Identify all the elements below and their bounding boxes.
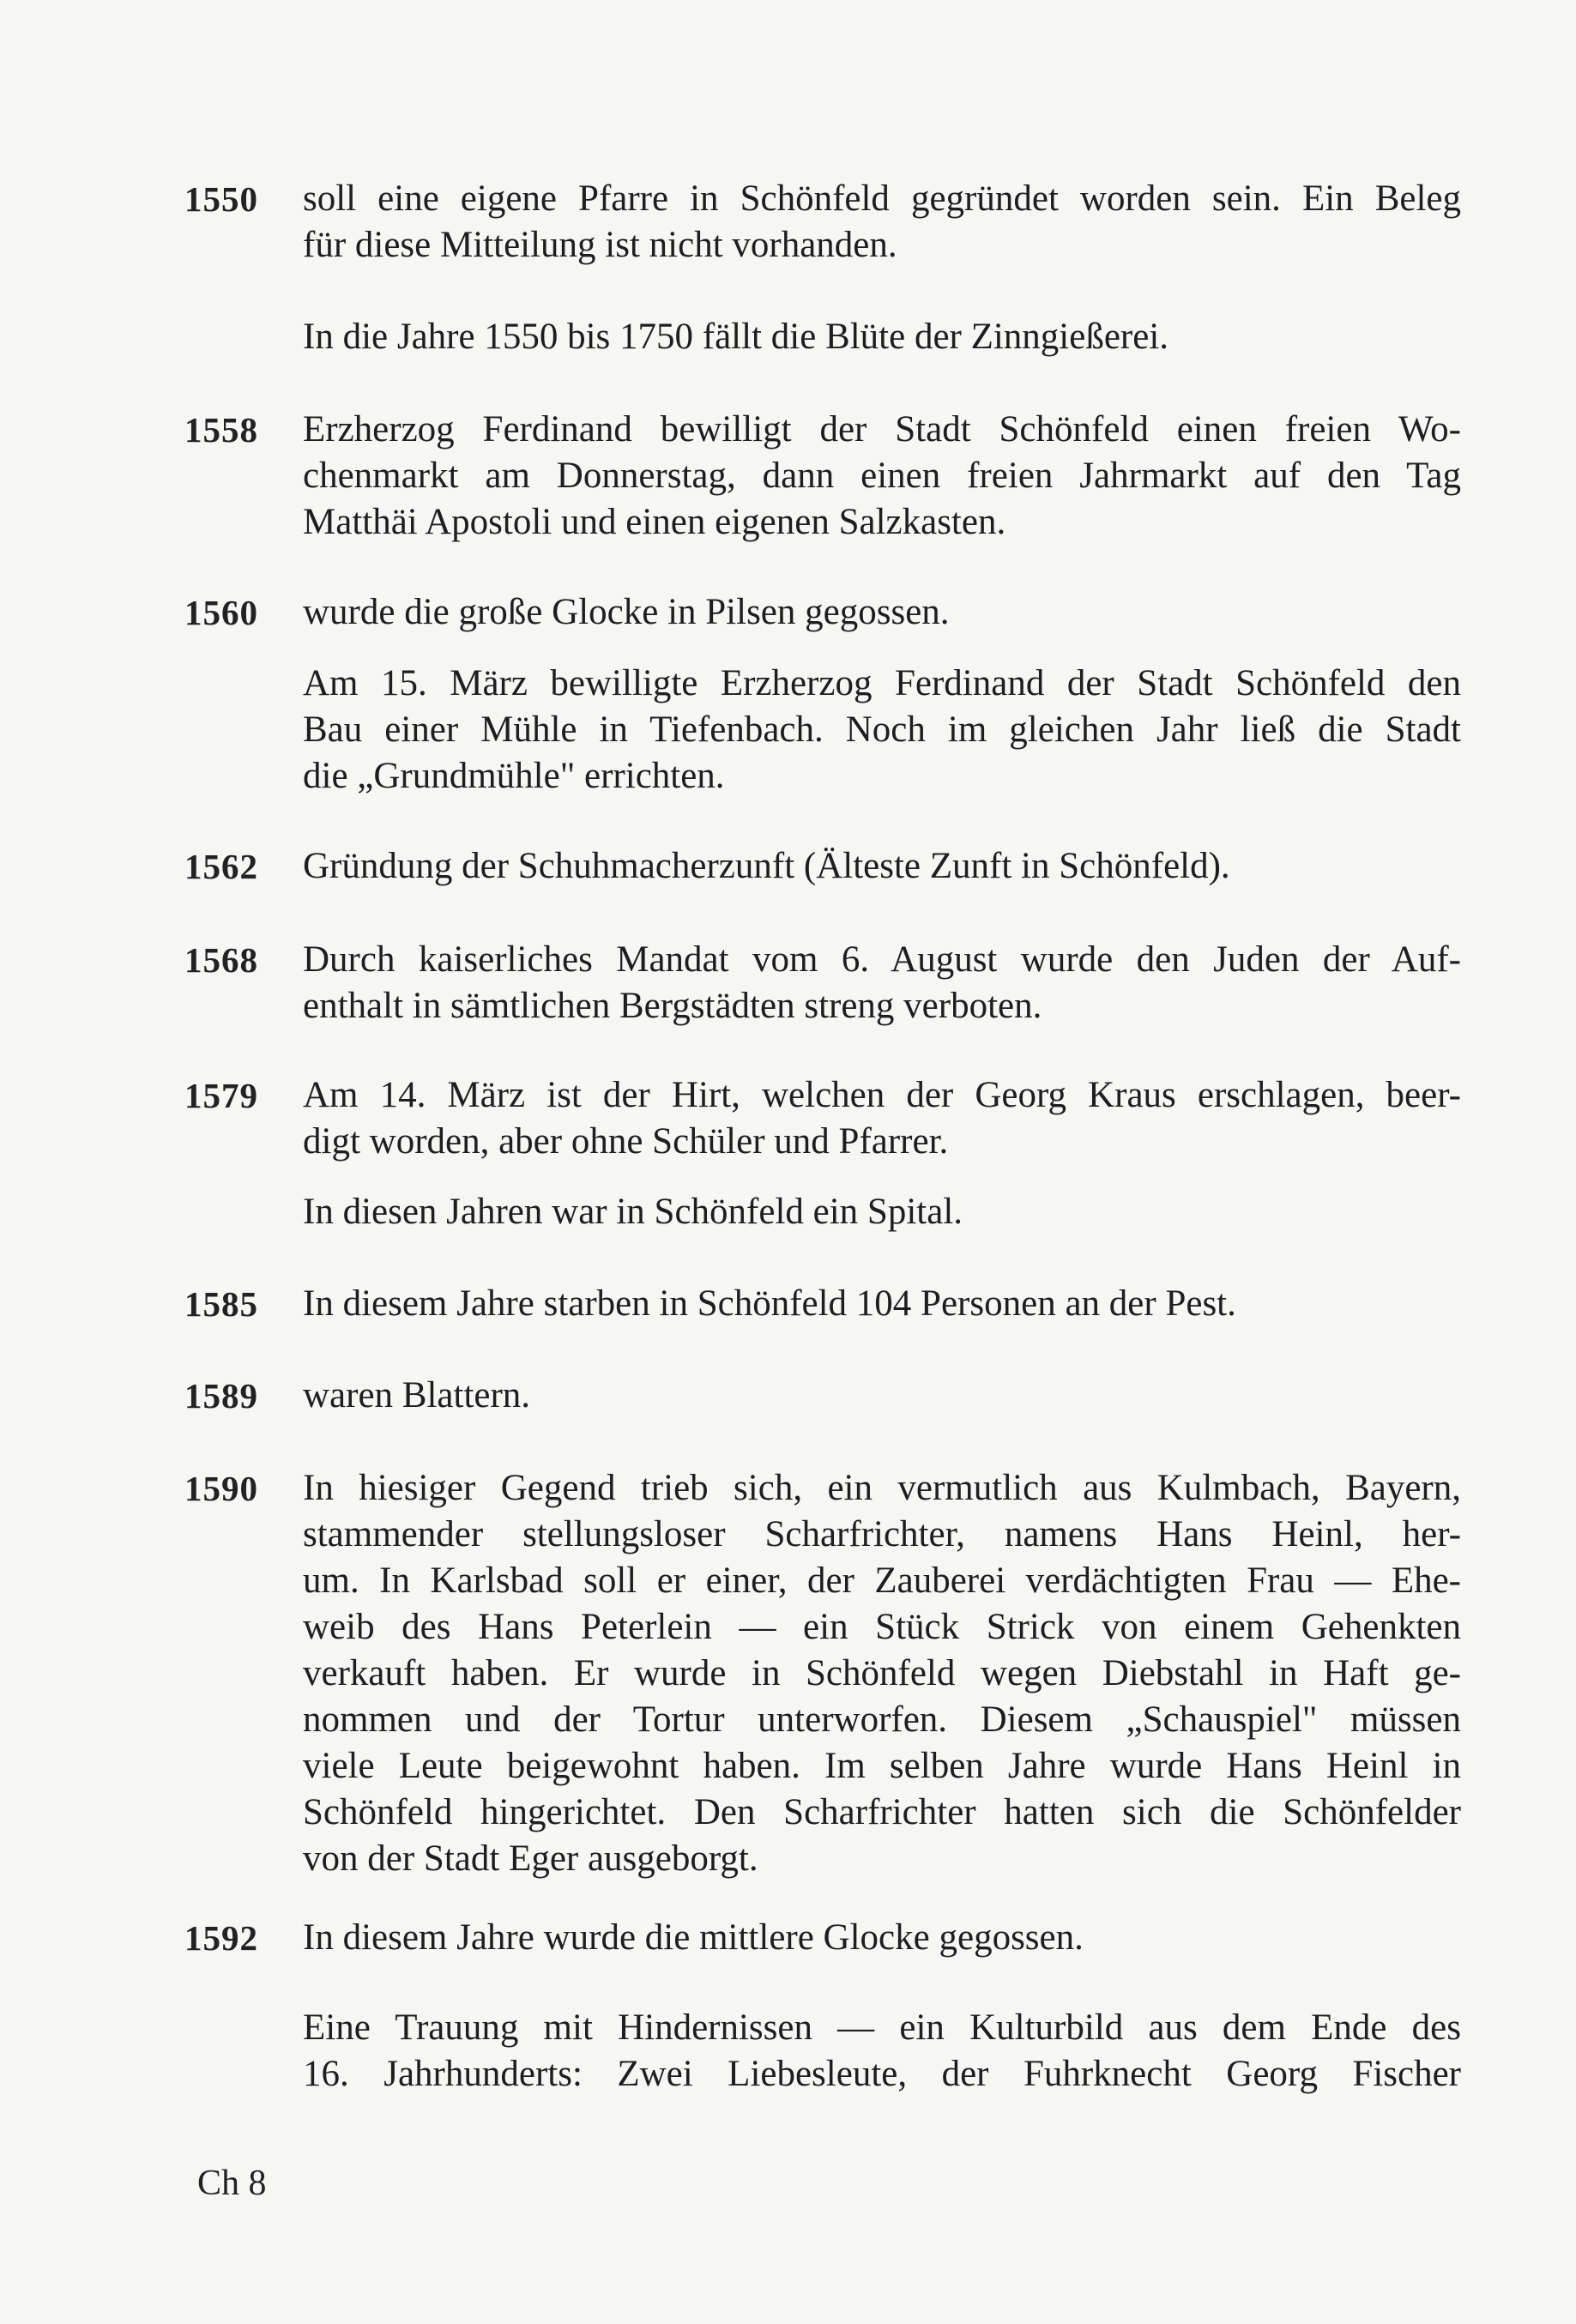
entry-text: Eine Trauung mit Hindernissen — ein Kulturbild aus dem Ende des 16. Jahrhunderts: Zwei Liebesleute, der Fuhrknecht Georg Fischer [303,2007,1461,2094]
entry-year: 1590 [184,1469,258,1508]
entry-text: Am 14. März ist der Hirt, welchen der Georg Kraus erschlagen, beer- digt worden, aber ohne Schüler und Pfarrer. [303,1075,1461,1162]
entry-text: In diesem Jahre starben in Schönfeld 104 Personen an der Pest. [303,1283,1236,1324]
entry-year: 1562 [184,847,258,886]
entry-year: 1558 [184,410,258,450]
entry-text: waren Blattern. [303,1375,531,1416]
entry-text: Erzherzog Ferdinand bewilligt der Stadt Schönfeld einen freien Wo- chenmarkt am Donnerstag, dann einen freien Jahrmarkt auf den Tag Matthäi Apostoli und einen eigenen Salzkasten. [303,409,1461,542]
entry-text: In diesen Jahren war in Schönfeld ein Spital. [303,1192,963,1232]
entry-text: In die Jahre 1550 bis 1750 fällt die Blüte der Zinngießerei. [303,317,1169,357]
entry-year: 1592 [184,1918,258,1958]
entry-year: 1568 [184,940,258,980]
entry-text: In hiesiger Gegend trieb sich, ein vermutlich aus Kulmbach, Bayern, stammender stellungsloser Scharfrichter, namens Hans Heinl, her- um. In Karlsbad soll er einer, der Zauberei verdächtigten Frau — Ehe- weib des Hans Peterlein — ein Stück Strick von einem Gehenkten verkauft haben. Er wurde in Schönfeld wegen Diebstahl in Haft ge- nommen und der Tortur unterworfen. Diesem „Schauspiel" müssen viele Leute beigewohnt haben. Im selben Jahre wurde Hans Heinl in Schönfeld hingerichtet. Den Scharfrichter hatten sich die Schönfelder von der Stadt Eger ausgeborgt. [303,1468,1461,1879]
entry-year: 1589 [184,1376,258,1416]
page-footer-label: Ch 8 [197,2164,267,2203]
entry-year: 1585 [184,1284,258,1324]
entry-text: In diesem Jahre wurde die mittlere Glocke gegossen. [303,1917,1084,1958]
entry-year: 1550 [184,179,258,219]
entry-year: 1579 [184,1076,258,1115]
entry-text: Am 15. März bewilligte Erzherzog Ferdinand der Stadt Schönfeld den Bau einer Mühle in Tiefenbach. Noch im gleichen Jahr ließ die Stadt die „Grundmühle" errichten. [303,663,1461,796]
entry-text: Gründung der Schuhmacherzunft (Älteste Zunft in Schönfeld). [303,846,1230,886]
entry-text: soll eine eigene Pfarre in Schönfeld gegründet worden sein. Ein Beleg für diese Mitteilung ist nicht vorhanden. [303,178,1461,265]
entry-text: wurde die große Glocke in Pilsen gegossen. [303,592,950,632]
entry-text: Durch kaiserliches Mandat vom 6. August wurde den Juden der Auf- enthalt in sämtlichen Bergstädten streng verboten. [303,939,1461,1026]
entry-year: 1560 [184,593,258,632]
